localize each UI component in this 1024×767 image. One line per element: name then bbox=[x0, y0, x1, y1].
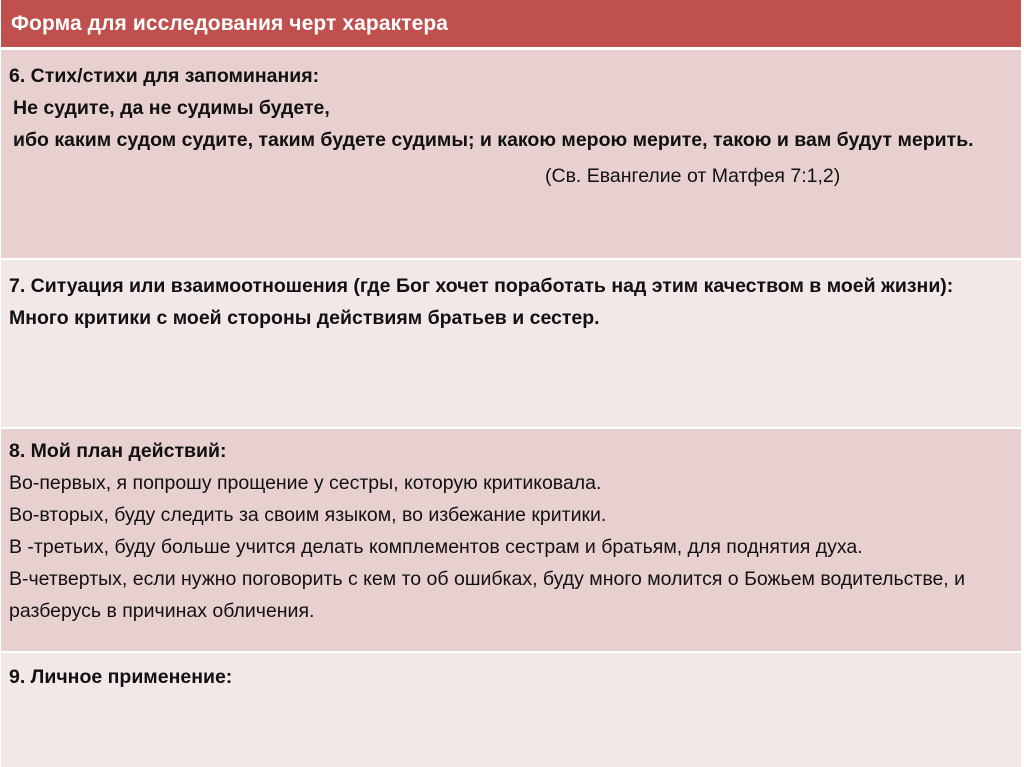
section6-heading: 6. Стих/стихи для запоминания: bbox=[9, 65, 320, 87]
action-item-2: Во-вторых, буду следить за своим языком, во избежание критики. bbox=[9, 504, 607, 526]
section-memory-verses bbox=[1, 50, 1021, 260]
section-action-plan bbox=[1, 429, 1021, 653]
form-header bbox=[1, 0, 1021, 50]
form-title: Форма для исследования черт характера bbox=[11, 11, 449, 35]
verse-line-1: Не судите, да не судимы будете, bbox=[13, 97, 330, 119]
verse-citation: (Св. Евангелие от Матфея 7:1,2) bbox=[545, 165, 841, 187]
character-study-form bbox=[1, 0, 1021, 767]
section8-heading: 8. Мой план действий: bbox=[9, 440, 227, 462]
section9-heading: 9. Личное применение: bbox=[9, 666, 233, 688]
action-item-3: В -третьих, буду больше учится делать комплементов сестрам и братьям, для поднятия духа. bbox=[9, 536, 863, 558]
verse-line-2: ибо каким судом судите, таким будете судимы; и какою мерою мерите, такою и вам будут мерить. bbox=[13, 129, 974, 151]
section-personal-application bbox=[1, 653, 1021, 767]
section7-text: Много критики с моей стороны действиям братьев и сестер. bbox=[9, 307, 600, 329]
action-item-1: Во-первых, я попрошу прощение у сестры, которую критиковала. bbox=[9, 472, 602, 494]
section-situation bbox=[1, 260, 1021, 429]
section7-heading: 7. Ситуация или взаимоотношения (где Бог хочет поработать над этим качеством в моей жизни): bbox=[9, 275, 954, 297]
action-item-4: В-четвертых, если нужно поговорить с кем то об ошибках, буду много молится о Божьем водительстве, и разберусь в причинах обличения. bbox=[9, 568, 966, 622]
